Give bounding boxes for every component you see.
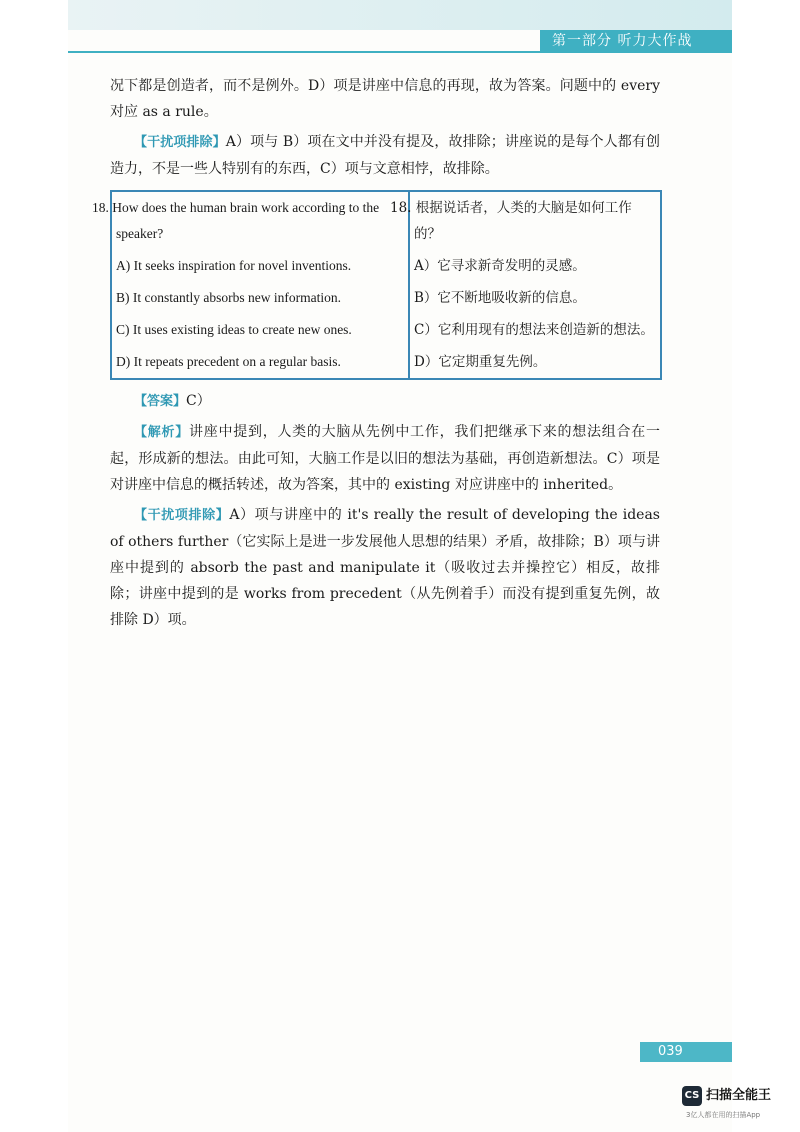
distractor-paragraph-2 bbox=[110, 502, 660, 633]
table-row bbox=[111, 250, 661, 282]
answer-tag: 【答案】 bbox=[134, 394, 187, 409]
distractor-paragraph-1 bbox=[110, 129, 660, 182]
distractor-text-1: A）项与 B）项在文中并没有提及，故排除；讲座说的是每个人都有创造力，不是一些人特别有的东西，C）项与文意相悖，故排除。 bbox=[110, 134, 660, 177]
watermark-subtitle: 3亿人都在用的扫描App bbox=[686, 1111, 761, 1119]
option-c-zh: C）它利用现有的想法来创造新的想法。 bbox=[414, 322, 654, 338]
option-b-en: B) It constantly absorbs new information. bbox=[111, 282, 409, 314]
intro-paragraph: 况下都是创造者，而不是例外。D）项是讲座中信息的再现，故为答案。问题中的 every 对应 as a rule。 bbox=[110, 78, 660, 120]
analysis-text: 讲座中提到，人类的大脑从先例中工作，我们把继承下来的想法组合在一起，形成新的想法。由此可知，大脑工作是以旧的想法为基础，再创造新想法。C）项是对讲座中信息的概括转述，故为答案，其中的 existing 对应讲座中的 inherited。 bbox=[110, 424, 660, 493]
question-stem-en: 18. How does the human brain work according to the speaker? bbox=[111, 191, 409, 250]
header-rule bbox=[68, 51, 732, 53]
table-row bbox=[111, 314, 661, 346]
scanner-watermark bbox=[682, 1084, 790, 1124]
question-table bbox=[92, 190, 662, 380]
option-c-en: C) It uses existing ideas to create new ones. bbox=[111, 314, 409, 346]
top-strip bbox=[68, 0, 732, 30]
option-d-en: D) It repeats precedent on a regular basis. bbox=[111, 346, 409, 379]
table-row bbox=[111, 282, 661, 314]
answer-line bbox=[110, 388, 660, 415]
table-row bbox=[111, 346, 661, 379]
option-b-zh: B）它不断地吸收新的信息。 bbox=[414, 290, 586, 306]
watermark-name: 扫描全能王 bbox=[706, 1088, 772, 1103]
table-row bbox=[111, 191, 661, 250]
distractor-tag-1: 【干扰项排除】 bbox=[134, 135, 226, 150]
page-content bbox=[92, 73, 660, 633]
option-d-zh: D）它定期重复先例。 bbox=[414, 354, 547, 370]
analysis-paragraph bbox=[110, 419, 660, 498]
option-a-zh: A）它寻求新奇发明的灵感。 bbox=[414, 258, 586, 274]
answer-value: C） bbox=[186, 393, 211, 409]
distractor-text-2: A）项与讲座中的 it's really the result of developing the ideas of others further（它实际上是进一步发展他人思想的结果）矛盾，故排除；B）项与讲座中提到的 absorb the past and manipulate it（吸收过去并操控它）相反，故排除；讲座中提到的是 works from precedent（从先例着手）而没有提到重复先例，故排除 D）项。 bbox=[110, 507, 660, 628]
distractor-tag-2: 【干扰项排除】 bbox=[134, 508, 230, 523]
question-stem-zh: 18. 根据说话者，人类的大脑是如何工作的？ bbox=[390, 200, 632, 242]
analysis-tag: 【解析】 bbox=[134, 425, 189, 440]
camscanner-logo-icon: CS bbox=[682, 1086, 702, 1106]
option-a-en: A) It seeks inspiration for novel inventions. bbox=[111, 250, 409, 282]
section-header: 第一部分 听力大作战 bbox=[540, 30, 732, 52]
page-number: 039 bbox=[640, 1042, 732, 1062]
